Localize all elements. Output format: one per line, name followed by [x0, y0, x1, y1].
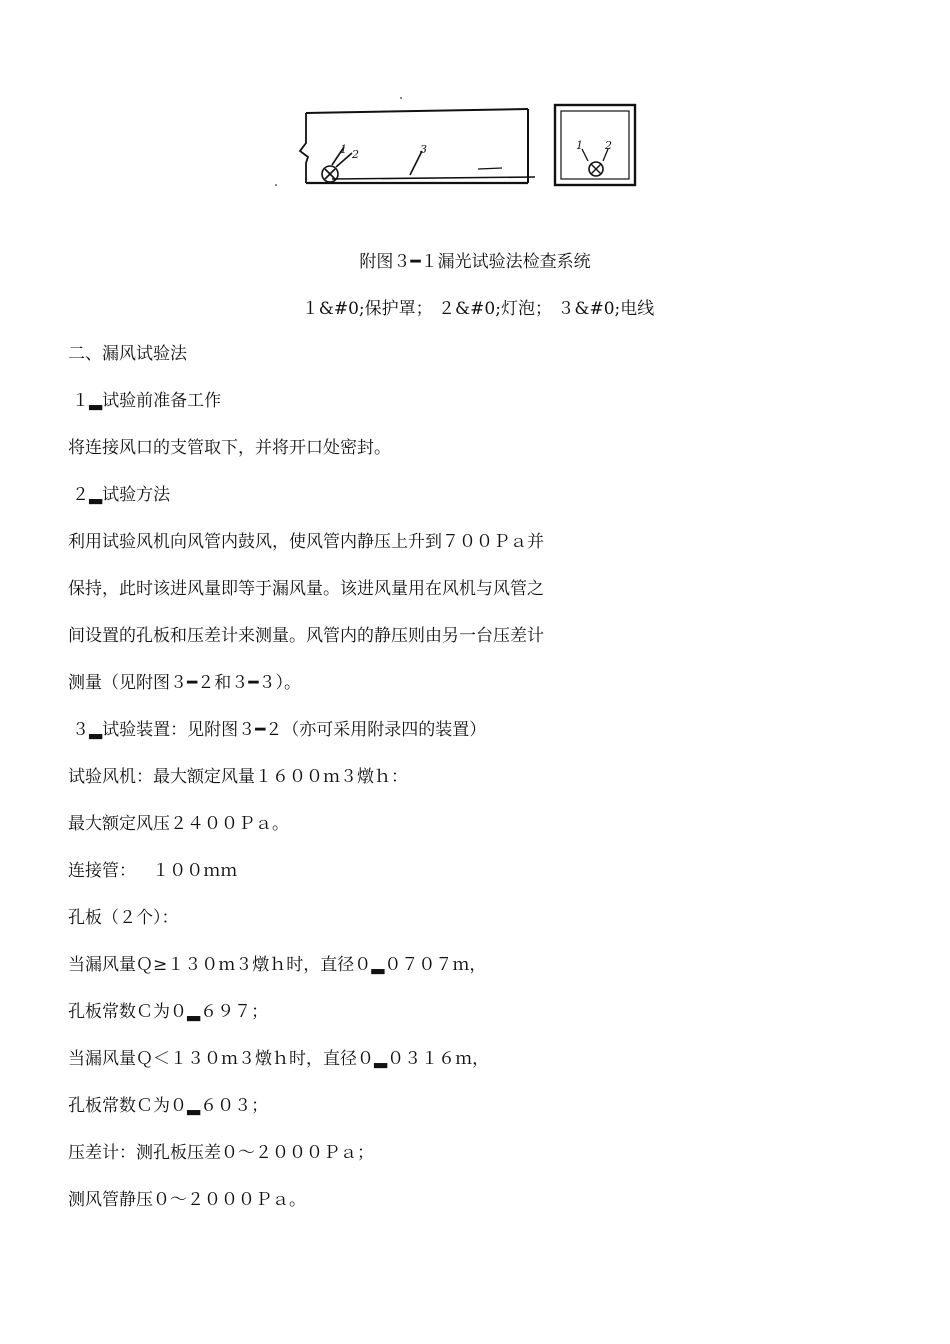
body-line: 测量（见附图３━２和３━３）。	[68, 673, 301, 693]
body-line: 当漏风量Ｑ≥１３０ｍ３燉ｈ时，直径０▂０７０７ｍ，	[68, 955, 487, 975]
body-line: 当漏风量Ｑ＜１３０ｍ３燉ｈ时，直径０▂０３１６ｍ，	[68, 1049, 490, 1069]
body-line: 将连接风口的支管取下，并将开口处密封。	[68, 438, 391, 458]
duct-cross-section	[555, 105, 635, 185]
body-line: 保持，此时该进风量即等于漏风量。该进风量用在风机与风管之	[68, 579, 544, 599]
body-line: 间设置的孔板和压差计来测量。风管内的静压则由另一台压差计	[68, 626, 544, 646]
figure-drawing	[270, 95, 650, 205]
lamp-guard-icon	[322, 147, 422, 182]
figure-label-3: 3	[420, 143, 427, 156]
body-line: 测风管静压０～２０００Ｐａ。	[68, 1190, 306, 1210]
body-line: 试验风机：最大额定风量１６００ｍ３燉ｈ：	[68, 767, 408, 787]
figure-label-2: 2	[352, 148, 359, 161]
body-line: 最大额定风压２４００Ｐａ。	[68, 814, 289, 834]
duct-side-view	[300, 109, 535, 183]
section-label-2: 2	[605, 139, 612, 152]
section-heading: 二、漏风试验法	[68, 344, 187, 364]
item-heading-1: １▂试验前准备工作	[72, 391, 222, 411]
item-heading-3: ３▂试验装置：见附图３━２（亦可采用附录四的装置）	[72, 720, 487, 740]
leak-test-figure	[270, 95, 650, 205]
figure-legend: １&#0;保护罩； ２&#0;灯泡； ３&#0;电线	[301, 299, 655, 319]
body-line: 利用试验风机向风管内鼓风，使风管内静压上升到７００Ｐａ并	[68, 532, 544, 552]
body-line: 压差计：测孔板压差０～２０００Ｐａ；	[68, 1143, 374, 1163]
section-label-1: 1	[576, 139, 583, 152]
figure-caption: 附图３━１漏光试验法检查系统	[359, 252, 591, 272]
figure-label-1: 1	[340, 143, 347, 156]
body-line: 孔板常数Ｃ为０▂６９７；	[68, 1002, 269, 1022]
body-line: 孔板（２个）：	[68, 908, 179, 928]
body-line: 孔板常数Ｃ为０▂６０３；	[68, 1096, 269, 1116]
body-line: 连接管： １００ｍｍ	[68, 861, 238, 881]
item-heading-2: ２▂试验方法	[72, 485, 171, 505]
